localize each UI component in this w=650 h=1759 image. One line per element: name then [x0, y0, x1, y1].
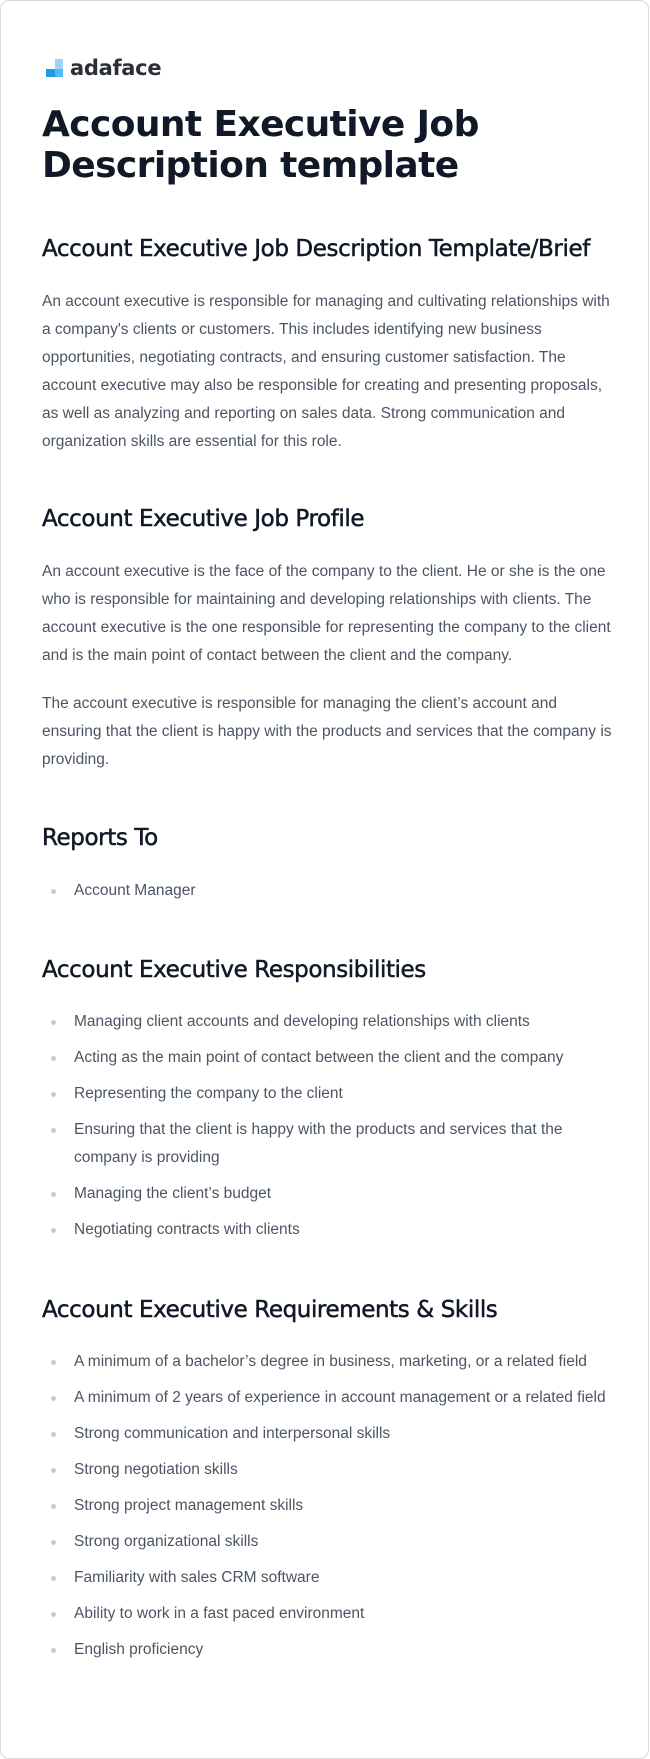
profile-paragraph-2: The account executive is responsible for managing the client’s account and ensuring that the client is happy with the products and services that the company is providing.: [42, 695, 612, 768]
bullet-icon: [51, 1504, 56, 1509]
bullet-icon: [51, 1128, 56, 1133]
adaface-logo-icon: [46, 59, 64, 77]
list-item: A minimum of a bachelor’s degree in business, marketing, or a related field: [42, 1348, 617, 1376]
profile-paragraph-1: An account executive is the face of the company to the client. He or she is the one who is responsible for maintaining and developing relationships with clients. The account executive is the one responsible for representing the company to the client and is the main point of contact between the client and the company.: [42, 563, 611, 664]
brief-paragraph: An account executive is responsible for managing and cultivating relationships with a company's clients or customers. This includes identifying new business opportunities, negotiating contracts, and ensuring customer satisfaction. The account executive may also be responsible for creating and presenting proposals, as well as analyzing and reporting on sales data. Strong communication and organization skills are essential for this role.: [42, 293, 610, 450]
bullet-icon: [51, 1228, 56, 1233]
brand-logo: [46, 56, 161, 80]
list-item: Familiarity with sales CRM software: [42, 1564, 617, 1592]
list-item: Acting as the main point of contact between the client and the company: [42, 1044, 617, 1072]
list-item: Account Manager: [42, 877, 617, 905]
list-item: Negotiating contracts with clients: [42, 1216, 617, 1244]
brand-name: adaface: [70, 56, 162, 80]
list-item: Representing the company to the client: [42, 1080, 617, 1108]
bullet-icon: [51, 1056, 56, 1061]
page-title: Account Executive Job Description template: [42, 104, 479, 186]
list-item: Ability to work in a fast paced environment: [42, 1600, 617, 1628]
bullet-icon: [51, 1432, 56, 1437]
bullet-icon: [51, 1092, 56, 1097]
responsibilities-list: [42, 1008, 617, 1252]
bullet-icon: [51, 1612, 56, 1617]
list-item: Strong organizational skills: [42, 1528, 617, 1556]
bullet-icon: [51, 1576, 56, 1581]
bullet-icon: [51, 889, 56, 894]
list-item: Strong negotiation skills: [42, 1456, 617, 1484]
list-item: English proficiency: [42, 1636, 617, 1664]
list-item: Strong project management skills: [42, 1492, 617, 1520]
list-item: Ensuring that the client is happy with the products and services that the company is providing: [42, 1116, 617, 1172]
bullet-icon: [51, 1468, 56, 1473]
bullet-icon: [51, 1192, 56, 1197]
bullet-icon: [51, 1020, 56, 1025]
bullet-icon: [51, 1396, 56, 1401]
section-heading-reports-to: Reports To: [42, 825, 158, 851]
bullet-icon: [51, 1648, 56, 1653]
bullet-icon: [51, 1540, 56, 1545]
list-item: Strong communication and interpersonal skills: [42, 1420, 617, 1448]
requirements-list: [42, 1348, 617, 1672]
list-item: A minimum of 2 years of experience in account management or a related field: [42, 1384, 617, 1412]
list-item: Managing client accounts and developing relationships with clients: [42, 1008, 617, 1036]
bullet-icon: [51, 1360, 56, 1365]
list-item: Managing the client’s budget: [42, 1180, 617, 1208]
section-heading-profile: Account Executive Job Profile: [42, 506, 365, 532]
section-heading-requirements: Account Executive Requirements & Skills: [42, 1297, 498, 1323]
section-heading-brief: Account Executive Job Description Template/Brief: [42, 236, 590, 262]
section-heading-responsibilities: Account Executive Responsibilities: [42, 957, 426, 983]
reports-to-list: [42, 877, 617, 913]
